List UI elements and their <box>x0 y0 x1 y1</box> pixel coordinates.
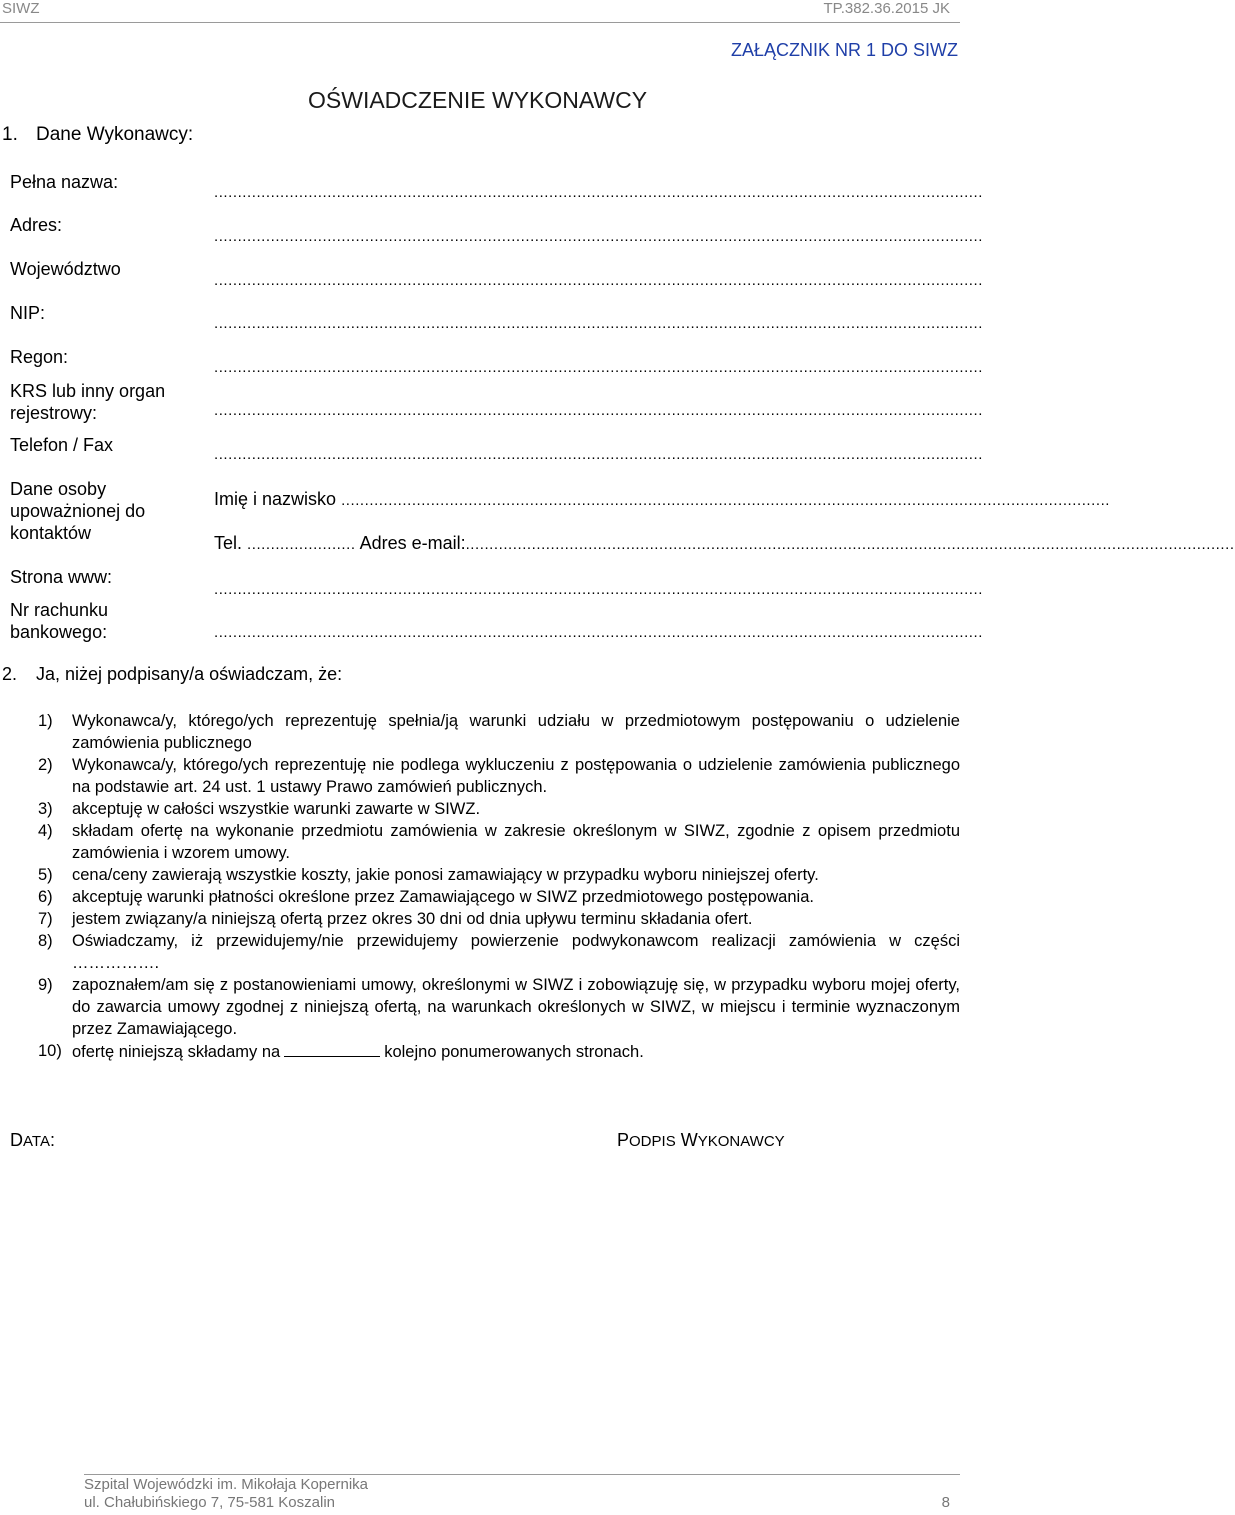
field-nip[interactable]: ................................................................................................................................................................... <box>214 315 983 332</box>
page-count-blank[interactable] <box>284 1040 380 1057</box>
list-item: 2) Wykonawca/y, którego/ych reprezentuję nie podlega wykluczeniu z postępowania o udzielenie zamówienia publicznego na podstawie art. 24 ust. 1 ustawy Prawo zamówień publicznych. <box>38 756 960 796</box>
declaration-list <box>10 710 960 1063</box>
date-label: DATA: <box>10 1130 55 1150</box>
annex-label: ZAŁĄCZNIK NR 1 DO SIWZ <box>730 40 958 60</box>
label-contact-person: Dane osoby upoważnionej do kontaktów <box>10 479 146 543</box>
field-regon[interactable]: ................................................................................................................................................................... <box>214 359 983 376</box>
contact-email-label: Adres e-mail: <box>359 533 466 553</box>
section-2-heading <box>2 664 342 685</box>
list-item: 7) jestem związany/a niniejszą ofertą przez okres 30 dni od dnia upływu terminu składania ofert. <box>38 910 753 928</box>
list-item: 6) akceptuję warunki płatności określone przez Zamawiającego w SIWZ przedmiotowego postępowania. <box>38 888 814 906</box>
page-number: 8 <box>941 1494 950 1511</box>
label-phone-fax: Telefon / Fax <box>10 435 114 455</box>
list-item: 5) cena/ceny zawierają wszystkie koszty, jakie ponosi zamawiający w przypadku wyboru niniejszej oferty. <box>38 866 819 884</box>
document-title: OŚWIADCZENIE WYKONAWCY <box>308 87 648 113</box>
section-1-number: 1. <box>2 124 18 145</box>
field-phone-fax[interactable]: ................................................................................................................................................................... <box>214 446 983 463</box>
field-krs[interactable]: ................................................................................................................................................................... <box>214 402 983 419</box>
list-item: 10) ofertę niniejszą składamy na kolejno ponumerowanych stronach. <box>38 1042 644 1061</box>
section-1-label: Dane Wykonawcy: <box>36 124 194 145</box>
field-bank-account[interactable]: ................................................................................................................................................................... <box>214 624 983 641</box>
section-2-label: Ja, niżej podpisany/a oświadczam, że: <box>36 664 343 684</box>
page-header <box>0 0 960 23</box>
label-voivodeship: Województwo <box>10 259 121 279</box>
footer-divider <box>84 1474 960 1475</box>
list-item: 8) Oświadczamy, iż przewidujemy/nie przewidujemy powierzenie podwykonawcom realizacji zamówienia w części ……………. <box>38 932 960 972</box>
field-full-name[interactable]: ................................................................................................................................................................... <box>214 184 983 201</box>
field-contact-tel-email[interactable]: Tel. ....................... Adres e-mail:................................................................................................................................................................... <box>214 533 1235 553</box>
list-item: 4) składam ofertę na wykonanie przedmiotu zamówienia w zakresie określonym w SIWZ, zgodnie z opisem przedmiotu zamówienia i wzorem umowy. <box>38 822 960 862</box>
footer-institution: Szpital Wojewódzki im. Mikołaja Kopernika <box>84 1476 369 1493</box>
label-full-name: Pełna nazwa: <box>10 172 119 192</box>
section-2-number: 2. <box>2 664 18 684</box>
label-website: Strona www: <box>10 567 113 587</box>
contact-name-label: Imię i nazwisko <box>214 489 337 509</box>
contact-tel-label: Tel. <box>214 533 243 553</box>
header-doc-type: SIWZ <box>2 0 40 17</box>
list-item: 3) akceptuję w całości wszystkie warunki zawarte w SIWZ. <box>38 800 481 818</box>
contact-tel-field[interactable]: ....................... <box>247 536 356 553</box>
footer-address: ul. Chałubińskiego 7, 75-581 Koszalin <box>84 1494 335 1511</box>
field-address-1[interactable]: ................................................................................................................................................................... <box>214 228 983 245</box>
field-website[interactable]: ................................................................................................................................................................... <box>214 581 983 598</box>
label-bank-account: Nr rachunku bankowego: <box>10 600 109 642</box>
label-nip: NIP: <box>10 303 46 323</box>
signature-label: PODPIS WYKONAWCY <box>617 1130 785 1150</box>
header-reference: TP.382.36.2015 JK <box>823 0 950 17</box>
field-address-2[interactable]: ................................................................................................................................................................... <box>214 272 983 289</box>
list-item: 1) Wykonawca/y, którego/ych reprezentuję spełnia/ją warunki udziału w przedmiotowym postępowaniu o udzielenie zamówienia publicznego <box>38 712 960 752</box>
list-item: 9) zapoznałem/am się z postanowieniami umowy, określonymi w SIWZ i zobowiązuję się, w przypadku wyboru mojej oferty, do zawarcia umowy zgodnej z niniejszą ofertą, na warunkach określonych w SIWZ, w miejscu i terminie wyznaczonym przez Zamawiającego. <box>38 976 960 1038</box>
field-contact-name[interactable]: Imię i nazwisko ................................................................................................................................................................... <box>214 489 1111 509</box>
section-1-heading <box>2 124 193 146</box>
label-address: Adres: <box>10 215 63 235</box>
label-krs: KRS lub inny organ rejestrowy: <box>10 381 166 423</box>
label-regon: Regon: <box>10 347 69 367</box>
